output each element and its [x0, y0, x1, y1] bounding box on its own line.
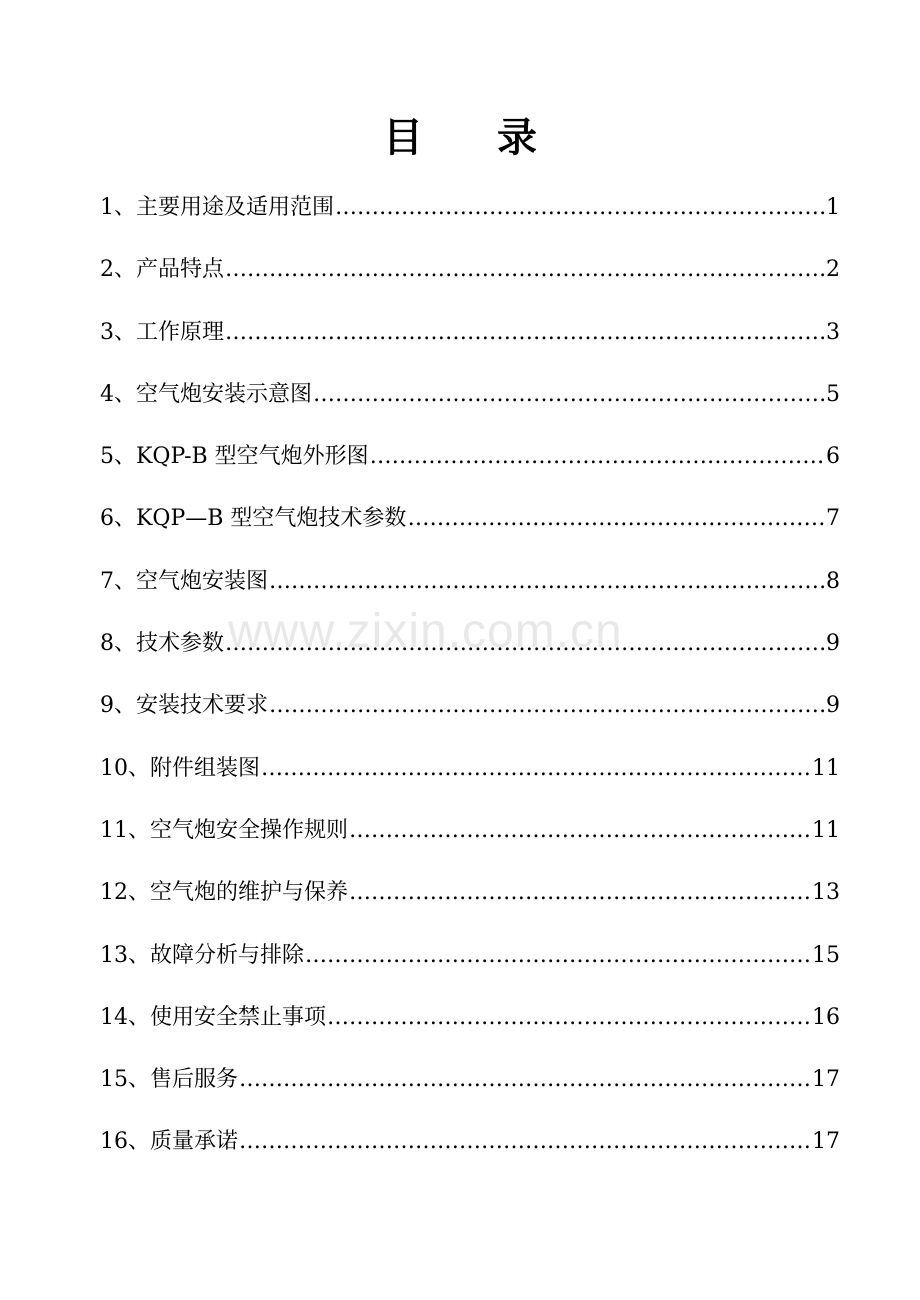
toc-leader-dots	[239, 1060, 811, 1100]
toc-entry-text: 7、空气炮安装图	[100, 568, 268, 594]
toc-entry-text: 10、附件组装图	[100, 755, 260, 781]
toc-leader-dots	[225, 624, 825, 664]
toc-entry[interactable]	[100, 686, 840, 748]
toc-entry[interactable]	[100, 250, 840, 312]
toc-entry-text: 8、技术参数	[100, 631, 224, 657]
toc-leader-dots	[225, 250, 825, 290]
toc-entry[interactable]	[100, 499, 840, 561]
toc-leader-dots	[313, 375, 825, 415]
toc-entry[interactable]	[100, 188, 840, 250]
toc-entry-page-number: 17	[812, 1067, 840, 1093]
toc-entry[interactable]	[100, 873, 840, 935]
toc-entry-page-number: 2	[826, 257, 840, 283]
toc-leader-dots	[407, 499, 825, 539]
toc-entry[interactable]	[100, 1060, 840, 1122]
toc-entry-page-number: 11	[812, 817, 840, 843]
toc-entry-page-number: 1	[826, 195, 840, 220]
toc-entry-page-number: 3	[826, 319, 840, 345]
toc-entry-page-number: 7	[826, 506, 840, 532]
toc-entry-text: 9、安装技术要求	[100, 693, 268, 719]
toc-entry-page-number: 8	[826, 568, 840, 594]
toc-leader-dots	[349, 873, 811, 913]
toc-entry-text: 11、空气炮安全操作规则	[100, 817, 348, 843]
toc-leader-dots	[305, 936, 811, 976]
toc-entry-text: 16、质量承诺	[100, 1129, 238, 1155]
toc-entry-text: 5、KQP-B 型空气炮外形图	[100, 444, 369, 470]
toc-entry[interactable]	[100, 749, 840, 811]
toc-entry-page-number: 9	[826, 693, 840, 719]
toc-leader-dots	[269, 562, 825, 602]
toc-entry-page-number: 13	[812, 880, 840, 906]
toc-title: 目 录	[383, 114, 567, 161]
toc-entry[interactable]	[100, 562, 840, 624]
toc-leader-dots	[269, 686, 825, 726]
toc-entry-page-number: 17	[812, 1129, 840, 1155]
toc-leader-dots	[327, 998, 811, 1038]
toc-entry[interactable]	[100, 998, 840, 1060]
toc-leader-dots	[370, 437, 825, 477]
toc-entry-page-number: 5	[826, 381, 840, 407]
toc-entry[interactable]	[100, 624, 840, 686]
toc-entry-text: 2、产品特点	[100, 257, 224, 283]
toc-entry-page-number: 6	[826, 444, 840, 470]
toc-leader-dots	[335, 188, 825, 228]
toc-leader-dots	[261, 749, 811, 789]
toc-entry-text: 12、空气炮的维护与保养	[100, 880, 348, 906]
toc-entry[interactable]	[100, 1122, 840, 1184]
toc-entry-text: 6、KQP—B 型空气炮技术参数	[100, 506, 407, 532]
toc-entry[interactable]	[100, 437, 840, 499]
toc-entry-page-number: 16	[812, 1004, 840, 1030]
toc-entry[interactable]	[100, 375, 840, 437]
toc-entry-text: 14、使用安全禁止事项	[100, 1004, 326, 1030]
toc-leader-dots	[349, 811, 811, 851]
toc-list	[100, 188, 840, 1185]
toc-leader-dots	[225, 313, 825, 353]
toc-entry-text: 13、故障分析与排除	[100, 942, 304, 968]
toc-entry[interactable]	[100, 936, 840, 998]
toc-entry-text: 15、售后服务	[100, 1067, 238, 1093]
toc-leader-dots	[239, 1122, 811, 1162]
toc-entry-text: 4、空气炮安装示意图	[100, 381, 312, 407]
toc-entry-page-number: 15	[812, 942, 840, 968]
toc-entry[interactable]	[100, 811, 840, 873]
toc-entry-text: 3、工作原理	[100, 319, 224, 345]
toc-entry-page-number: 9	[826, 631, 840, 657]
toc-entry[interactable]	[100, 313, 840, 375]
toc-entry-text: 1、主要用途及适用范围	[100, 195, 334, 220]
toc-entry-page-number: 11	[812, 755, 840, 781]
watermark: www.zixin.com.cn	[228, 605, 623, 658]
